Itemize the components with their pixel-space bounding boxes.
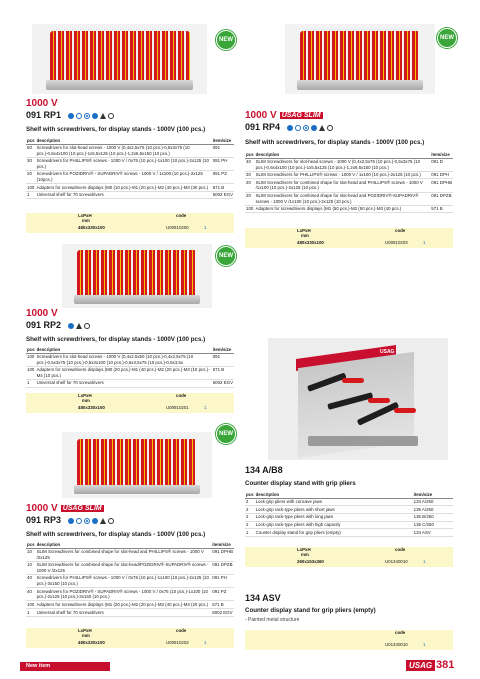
col-pcs: pcs xyxy=(246,491,254,497)
code-header: code xyxy=(395,228,406,233)
code-value: U01340010 xyxy=(385,642,408,647)
row-item: 091 DPHB xyxy=(211,548,234,561)
row-description: Adapters for screwdrivers displays (M1 (50 pcs.)-M2 (50 pcs.)-M3 (40 pcs.) xyxy=(255,205,431,213)
table-row xyxy=(26,601,234,609)
pliers-display-photo xyxy=(268,338,448,460)
row-description: Universal shelf for 70 screwdrivers xyxy=(36,191,212,199)
table-row xyxy=(245,158,453,171)
row-item: 091 DPHB xyxy=(430,179,453,192)
row-description: SLIM Screwdrivers for combined shape for slot-head and POZIDRIV®-SUPADRIV® screws - 1000 V /1x100 (10 pcs.)-2x125 (10 pcs.) xyxy=(255,192,431,205)
row-description: Screwdrivers for slot-head screws - 1000 V (0,4x2,5x50 (10 pcs.)-0,4x2,5x75 (10 pcs.)-0,5x3x75 (10 pcs.)-0,5x3x100 (10 pcs.)-0,6x3,5x75 (10 pcs.)-0,6x3,5x xyxy=(36,353,212,366)
voltage-label xyxy=(26,503,104,514)
plier-grip xyxy=(368,398,390,403)
codebox-rp4 xyxy=(245,228,453,248)
codebox-asv xyxy=(245,630,453,650)
voltage-label: 1000 V xyxy=(26,308,58,319)
col-pcs: pcs xyxy=(27,541,35,547)
col-description: description xyxy=(36,137,212,144)
product-code xyxy=(26,515,116,526)
phillips-tip-icon xyxy=(76,518,82,524)
row-qty: 100 xyxy=(27,601,35,607)
row-qty: 2 xyxy=(245,506,255,514)
qty-value: 1 xyxy=(423,642,426,647)
table-row xyxy=(26,191,234,199)
slot-tip-icon xyxy=(68,113,74,119)
code-header: code xyxy=(395,547,406,552)
voltage-label xyxy=(245,110,323,121)
table-row xyxy=(245,179,453,192)
table-row xyxy=(245,498,453,506)
warning-icon xyxy=(76,323,82,329)
combo-tip-icon xyxy=(311,125,317,131)
table-row xyxy=(26,561,234,574)
table-row xyxy=(26,157,234,170)
row-description: Universal shelf for 70 screwdrivers xyxy=(36,379,212,387)
dims-value: 480x330x100 xyxy=(78,225,105,230)
row-item: 091 DPH xyxy=(430,171,453,179)
product-photo-rp4 xyxy=(285,24,435,94)
row-item: 091 PH xyxy=(212,157,234,170)
mm-label: mm xyxy=(301,552,309,557)
qty-value: 1 xyxy=(204,640,207,645)
qty-value: 1 xyxy=(204,225,207,230)
row-description: Screwdrivers for POZIDRIV® - SUPADRIV® screws - 1000 V / 0x75 (10 pcs.)-1x100 (10 pcs.)-2x125 (10 pcs.)-3x150 (10 pcs.) xyxy=(36,588,212,601)
code-value: U01340010 xyxy=(385,559,408,564)
product-title: Shelf with screwdrivers, for display stands - 1000V (100 pcs.) xyxy=(245,139,425,146)
code-value: U00910200 xyxy=(166,225,189,230)
product-title: Shelf with screwdrivers, for display stands - 1000V (100 pcs.) xyxy=(26,531,206,538)
row-qty: 20 xyxy=(26,170,36,183)
row-description: Adapters for screwdrivers displays (M0 (10 pcs.)-M1 (20 pcs.)-M2 (40 pcs.)-M3 (30 pcs.) xyxy=(36,184,212,192)
tip-icons xyxy=(68,516,116,526)
qty-value: 1 xyxy=(423,559,426,564)
row-description: SLIM Screwdrivers for combined shape for slot-head/POZIDRIV®-SUPADRIV® screws - 1000 V /2x125 xyxy=(36,561,212,574)
codebox-b8 xyxy=(245,547,453,567)
row-qty: 1 xyxy=(26,608,36,616)
combo-tip-icon xyxy=(92,518,98,524)
col-item: item/size xyxy=(413,491,453,498)
spec-table-rp1 xyxy=(26,137,234,199)
col-description: description xyxy=(255,491,413,498)
row-description: Screwdrivers for slot-head screws - 1000 V (0,4x2,5x75 (10 pcs.)-0,5x3x75 (10 pcs.)-0,6x4x100 (10 pcs.)-1x5,5x125 (10 pcs.)-1,2x6,5x150 (10 pcs.) xyxy=(36,144,212,157)
dims-value: 260x153x360 xyxy=(297,559,324,564)
tip-icons xyxy=(68,321,92,331)
voltage-label: 1000 V xyxy=(26,98,58,109)
row-description: SLIM Screwdrivers for slot-head screws - 1000 V (0,4x2,5x75 (10 pcs.)-0,5x3x75 (10 pcs.)-0,6x4x100 (10 pcs.)-1x5,5x125 (10 pcs.)-1,2x6,5x150 (10 pcs.) xyxy=(255,158,431,171)
codebox-rp1 xyxy=(26,213,234,233)
spec-table-b8 xyxy=(245,491,453,537)
codebox-rp3 xyxy=(26,628,234,648)
row-qty: 100 xyxy=(26,353,36,366)
row-description: Screwdrivers for POZIDRIV® - SUPADRIV® screws - 1000 V / 1x100 (10 pcs.)-2x125 (10pcs.) xyxy=(36,170,212,183)
product-code-text: 091 RP4 xyxy=(245,122,281,132)
row-description: Screwdrivers for PHILLIPS® screws - 1000 V / 0x75 (10 pcs.)-1x100 (10 pcs.)-2x125 (10 pcs.)-3x150 (10 pcs.) xyxy=(36,574,212,587)
row-item: 134 ASV xyxy=(413,529,453,537)
row-item: 091 D xyxy=(430,158,453,171)
lxpxh-label: LxPxH xyxy=(78,628,92,633)
table-row xyxy=(245,521,453,529)
row-item: 135 C/250 xyxy=(413,521,453,529)
product-code xyxy=(26,110,116,121)
warning-icon xyxy=(100,518,106,524)
spec-table-rp3 xyxy=(26,541,234,617)
row-item: 571 B xyxy=(211,601,234,609)
col-item: item/size xyxy=(212,137,234,144)
row-qty: 10 xyxy=(26,561,36,574)
row-qty: 40 xyxy=(26,574,36,587)
new-badge-icon: NEW xyxy=(216,424,236,444)
warning-icon xyxy=(319,125,325,131)
row-qty: 30 xyxy=(245,171,255,179)
table-row xyxy=(245,513,453,521)
product-title: Counter display stand for grip pliers (empty) xyxy=(245,607,376,614)
pozidriv-tip-icon xyxy=(84,518,90,524)
brand-text: USAG xyxy=(62,504,83,512)
tip-icons xyxy=(68,111,116,121)
product-code xyxy=(245,122,335,133)
row-qty: 40 xyxy=(245,158,255,171)
row-description: Adapters for screwdrivers displays (M0 (20 pcs.)-M1 (40 pcs.)-M2 (20 pcs.)-M3 (10 pcs.)-M4 (10 pcs.) xyxy=(36,366,212,379)
spec-table-rp2 xyxy=(26,346,234,388)
row-description: Screwdrivers for PHILLIPS® screws - 1000 V / 0x75 (10 pcs.)-1x100 (10 pcs.)-2x125 (10 pcs.) xyxy=(36,157,212,170)
col-pcs: pcs xyxy=(27,346,35,352)
col-item: item/size xyxy=(212,346,234,353)
code-header: code xyxy=(176,628,187,633)
brand-sub-text: SLIM xyxy=(84,504,102,512)
row-qty: 20 xyxy=(245,179,255,192)
table-row xyxy=(26,353,234,366)
row-item: 571 B xyxy=(212,366,234,379)
code-value: U00910202 xyxy=(166,640,189,645)
table-row xyxy=(245,192,453,205)
row-description: Lock-grip pliers with concave jaws xyxy=(255,498,413,506)
dims-value: 480x330x100 xyxy=(78,405,105,410)
qty-value: 1 xyxy=(423,240,426,245)
cert-icon xyxy=(108,518,114,524)
row-description: SLIM Screwdrivers for combined shape for slot-head and PHILLIPS® screws - 1000 V /1x100 (10 pcs.)-2x125 (10 pcs.) xyxy=(255,179,431,192)
rack-shelf xyxy=(74,295,200,304)
slot-tip-icon xyxy=(68,518,74,524)
row-qty: 50 xyxy=(26,144,36,157)
new-badge-icon: NEW xyxy=(216,246,236,266)
col-pcs: pcs xyxy=(246,151,254,157)
row-item: 091 PZ xyxy=(212,170,234,183)
product-code-text: 091 RP2 xyxy=(26,320,62,330)
col-item: item/size xyxy=(430,151,453,158)
row-description: Counter display stand for grip pliers (empty) xyxy=(255,529,413,537)
pozidriv-tip-icon xyxy=(303,125,309,131)
brand-text: USAG xyxy=(281,111,302,119)
footer-new-item-label: New item xyxy=(26,663,51,669)
row-qty: 2 xyxy=(245,521,255,529)
row-qty: 100 xyxy=(27,184,35,190)
row-description: Universal shelf for 70 screwdrivers xyxy=(36,608,212,616)
product-code-text: 091 RP1 xyxy=(26,110,62,120)
combo-tip-icon xyxy=(92,113,98,119)
display-base xyxy=(308,436,418,446)
row-qty: 2 xyxy=(245,498,255,506)
product-photo-rp3 xyxy=(62,432,212,498)
col-description: description xyxy=(255,151,431,158)
row-item: 091 DPZB xyxy=(211,561,234,574)
row-item: 135 A/250 xyxy=(413,506,453,514)
row-item: 091 DPZB xyxy=(430,192,453,205)
table-row xyxy=(26,366,234,379)
code-value: U00910203 xyxy=(385,240,408,245)
brand-sub-text: SLIM xyxy=(303,111,321,119)
tip-icons xyxy=(287,123,335,133)
display-brand-label: USAG xyxy=(380,349,395,355)
product-code xyxy=(26,320,92,331)
table-row xyxy=(245,205,453,213)
row-description: SLIM Screwdrivers for combined shape for slot-head and PHILLIPS® screws - 1000 V /2x125 xyxy=(36,548,212,561)
table-row xyxy=(26,608,234,616)
phillips-tip-icon xyxy=(295,125,301,131)
row-item: 6002 EGV xyxy=(212,192,233,198)
product-code: 134 A/B8 xyxy=(245,465,283,475)
row-qty: 30 xyxy=(26,157,36,170)
screwdriver-rack xyxy=(77,439,197,487)
row-qty: 20 xyxy=(245,192,255,205)
usag-logo: USAG xyxy=(406,660,435,671)
code-header: code xyxy=(176,393,187,398)
col-description: description xyxy=(36,541,212,548)
row-qty: 1 xyxy=(245,529,255,537)
table-row xyxy=(26,144,234,157)
product-title: Shelf with screwdrivers, for display stands - 1000V (100 pcs.) xyxy=(26,126,206,133)
row-item: 134 A/250 xyxy=(413,498,453,506)
row-qty: 10 xyxy=(26,548,36,561)
rack-shelf xyxy=(46,80,193,90)
product-code-text: 091 RP3 xyxy=(26,515,62,525)
row-qty: 2 xyxy=(245,513,255,521)
lxpxh-label: LxPxH xyxy=(78,393,92,398)
code-header: code xyxy=(176,213,187,218)
voltage-text: 1000 V xyxy=(26,503,58,514)
screwdriver-rack xyxy=(300,31,420,81)
qty-value: 1 xyxy=(204,405,207,410)
row-qty: 1 xyxy=(26,379,36,387)
lxpxh-label: LxPxH xyxy=(297,547,311,552)
spec-table-rp4 xyxy=(245,151,453,213)
row-item: 091 PH xyxy=(211,574,234,587)
rack-shelf xyxy=(297,80,423,90)
cert-icon xyxy=(327,125,333,131)
row-description: SLIM Screwdrivers for PHILLIPS® screws - 1000 V / 1x100 (10 pcs.)-2x125 (10 pcs.) xyxy=(255,171,431,179)
voltage-text: 1000 V xyxy=(245,110,277,121)
new-badge-icon: NEW xyxy=(437,28,457,48)
mm-label: mm xyxy=(301,233,309,238)
lxpxh-label: LxPxH xyxy=(297,228,311,233)
new-badge-icon: NEW xyxy=(216,30,236,50)
screwdriver-rack xyxy=(50,31,190,81)
table-row xyxy=(26,588,234,601)
table-row xyxy=(245,506,453,514)
code-header: code xyxy=(395,630,406,635)
row-description: Lock-grip rack-type pliers with high capacity xyxy=(255,521,413,529)
dims-value: 480x330x100 xyxy=(78,640,105,645)
dims-value: 480x330x100 xyxy=(297,240,324,245)
rack-shelf xyxy=(74,485,200,494)
row-item: 091 xyxy=(212,144,234,157)
product-title: Shelf with screwdrivers, for display stands - 1000V (100 pcs.) xyxy=(26,336,206,343)
table-row xyxy=(245,171,453,179)
row-qty: 40 xyxy=(26,588,36,601)
row-item: 6002 EGV xyxy=(212,380,233,386)
table-row xyxy=(26,548,234,561)
code-value: U00910201 xyxy=(166,405,189,410)
table-row xyxy=(26,574,234,587)
page-number: 381 xyxy=(436,659,455,671)
row-item: 135 B/250 xyxy=(413,513,453,521)
row-qty: 1 xyxy=(26,191,36,199)
col-pcs: pcs xyxy=(27,137,35,143)
pozidriv-tip-icon xyxy=(84,113,90,119)
mm-label: mm xyxy=(82,218,90,223)
mm-label: mm xyxy=(82,633,90,638)
col-item: item/size xyxy=(211,541,234,548)
plier-grip xyxy=(342,378,364,383)
table-row xyxy=(26,170,234,183)
phillips-tip-icon xyxy=(76,113,82,119)
row-item: 571 B xyxy=(212,184,234,192)
row-item: 091 xyxy=(212,353,234,366)
product-photo-rp2 xyxy=(62,244,212,308)
slot-tip-icon xyxy=(287,125,293,131)
col-description: description xyxy=(36,346,212,353)
table-row xyxy=(26,184,234,192)
usag-slim-logo xyxy=(280,112,323,119)
plier-grip xyxy=(394,408,416,413)
screwdriver-rack xyxy=(77,250,197,296)
table-row xyxy=(26,379,234,387)
row-description: Adapters for screwdrivers displays (M1 (20 pcs.)-M2 (20 pcs.)-M3 (40 pcs.)-M4 (20 pcs.) xyxy=(36,601,212,609)
lxpxh-label: LxPxH xyxy=(78,213,92,218)
mm-label: mm xyxy=(82,398,90,403)
usag-slim-logo xyxy=(61,505,104,512)
cert-icon xyxy=(84,323,90,329)
slot-tip-icon xyxy=(68,323,74,329)
product-title: Counter display stand with grip pliers xyxy=(245,480,356,487)
table-row xyxy=(245,529,453,537)
warning-icon xyxy=(100,113,106,119)
product-note: - Painted metal structure xyxy=(245,617,300,623)
row-item: 091 PZ xyxy=(211,588,234,601)
cert-icon xyxy=(108,113,114,119)
row-item: 6002 EGV xyxy=(212,609,233,615)
row-qty: 100 xyxy=(26,366,36,379)
row-description: Lock-grip rack-type pliers with long jaws xyxy=(255,513,413,521)
product-photo-rp1 xyxy=(32,24,207,94)
codebox-rp2 xyxy=(26,393,234,413)
row-qty: 100 xyxy=(246,206,254,212)
row-item: 571 B xyxy=(430,205,453,213)
row-description: Lock-grip rack-type pliers with short jaws xyxy=(255,506,413,514)
product-code: 134 ASV xyxy=(245,593,281,603)
